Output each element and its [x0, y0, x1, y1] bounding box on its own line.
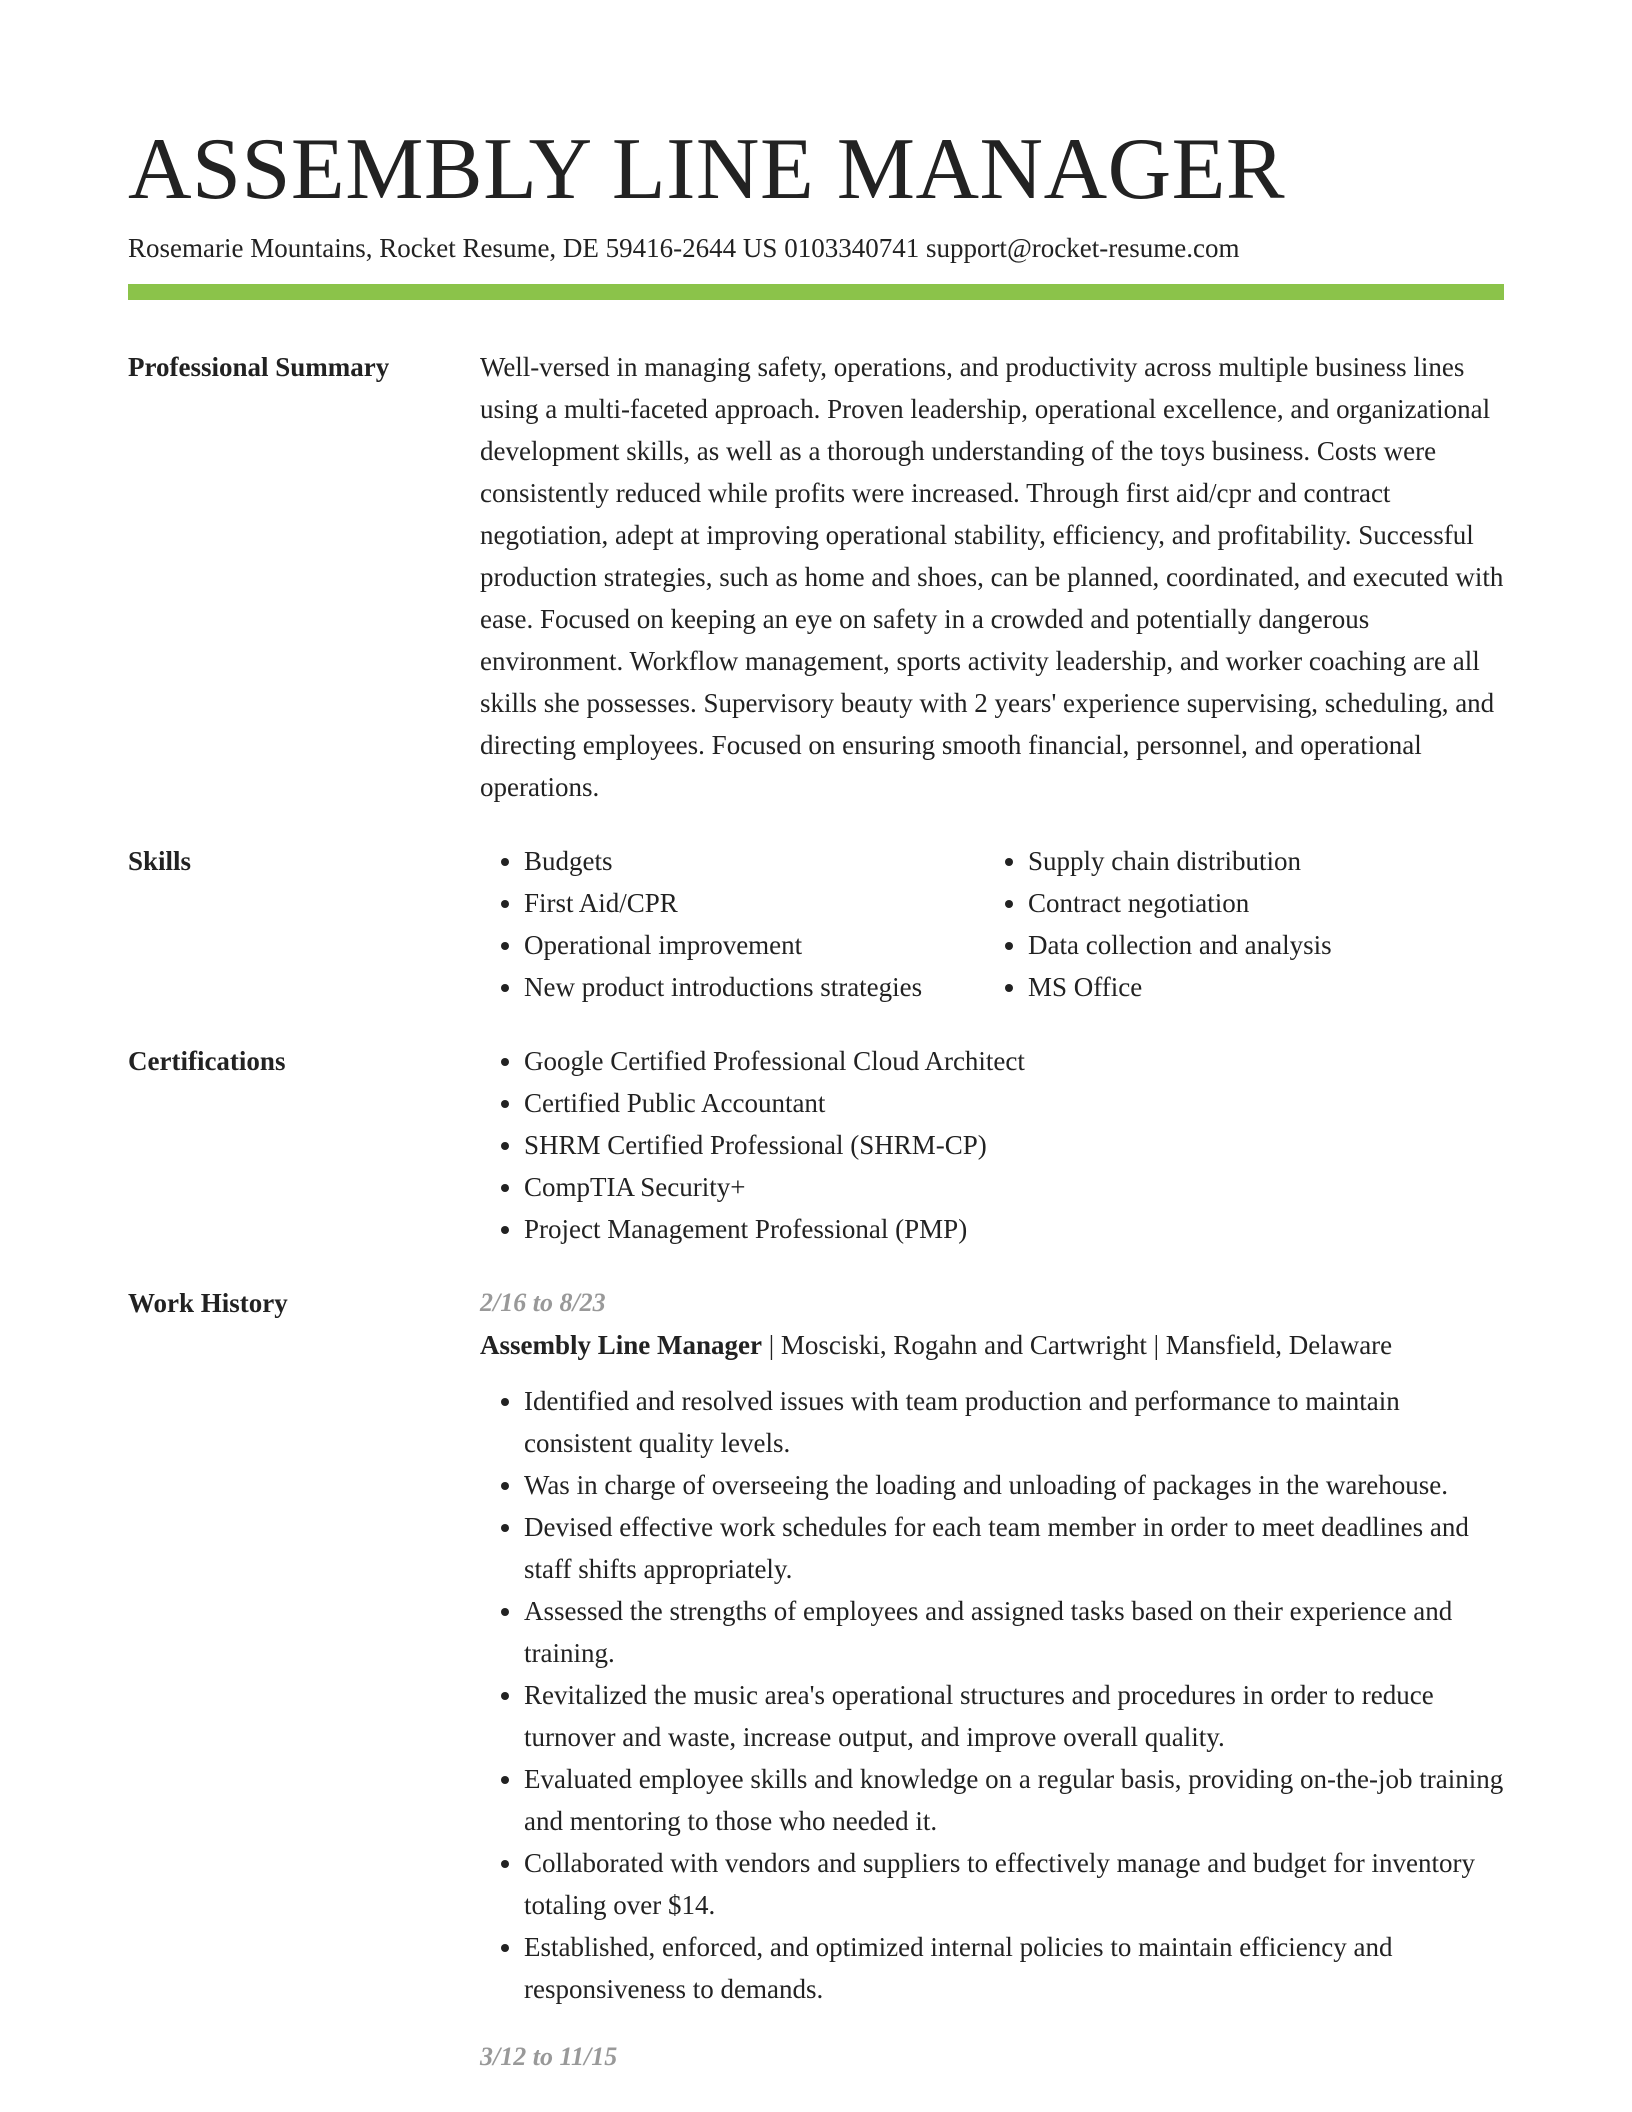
skills-list-left: [480, 840, 984, 1008]
job-bullet: • Established, enforced, and optimized internal policies to maintain efficiency and responsiveness to demands.: [524, 1926, 1504, 2010]
job-employer-location: | Mosciski, Rogahn and Cartwright | Mansfield, Delaware: [761, 1330, 1393, 1360]
job-bullet: • Identified and resolved issues with team production and performance to maintain consistent quality levels.: [524, 1380, 1504, 1464]
skill-item: • Data collection and analysis: [1028, 924, 1332, 966]
job-heading: [480, 1324, 1504, 1366]
section-heading-skills: Skills: [128, 846, 192, 876]
section-heading-summary: Professional Summary: [128, 352, 390, 382]
skill-item: • Supply chain distribution: [1028, 840, 1332, 882]
summary-text: Well-versed in managing safety, operations, and productivity across multiple business lines using a multi-faceted approach. Proven leadership, operational excellence, and organizational development skills, as well as a thorough understanding of the toys business. Costs were consistently reduced while profits were increased. Through first aid/cpr and contract negotiation, adept at improving operational stability, efficiency, and profitability. Successful production strategies, such as home and shoes, can be planned, coordinated, and executed with ease. Focused on keeping an eye on safety in a crowded and potentially dangerous environment. Workflow management, sports activity leadership, and worker coaching are all skills she possesses. Supervisory beauty with 2 years' experience supervising, scheduling, and directing employees. Focused on ensuring smooth financial, personnel, and operational operations.: [480, 352, 1504, 802]
section-heading-certifications: Certifications: [128, 1046, 286, 1076]
skill-item: • Contract negotiation: [1028, 882, 1332, 924]
resume-header: [128, 118, 1504, 300]
skill-item: • Budgets: [524, 840, 984, 882]
candidate-title: ASSEMBLY LINE MANAGER: [128, 121, 1286, 218]
job-bullet: • Devised effective work schedules for each team member in order to meet deadlines and staff shifts appropriately.: [524, 1506, 1504, 1590]
certification-item: • Certified Public Accountant: [524, 1082, 1504, 1124]
job-bullet: • Was in charge of overseeing the loading and unloading of packages in the warehouse.: [524, 1464, 1504, 1506]
certification-item: • SHRM Certified Professional (SHRM-CP): [524, 1124, 1504, 1166]
contact-phone: 0103340741: [784, 233, 920, 263]
contact-address: Rosemarie Mountains, Rocket Resume, DE 59416-2644 US: [128, 233, 778, 263]
skill-item: • First Aid/CPR: [524, 882, 984, 924]
job-bullet: • Revitalized the music area's operational structures and procedures in order to reduce turnover and waste, increase output, and improve overall quality.: [524, 1674, 1504, 1758]
certification-item: • Project Management Professional (PMP): [524, 1208, 1504, 1250]
job-dates: 2/16 to 8/23: [480, 1288, 606, 1317]
job-title: Assembly Line Manager: [480, 1330, 762, 1360]
job-bullet: • Evaluated employee skills and knowledge on a regular basis, providing on-the-job training and mentoring to those who needed it.: [524, 1758, 1504, 1842]
certification-item: • Google Certified Professional Cloud Architect: [524, 1040, 1504, 1082]
skill-item: • MS Office: [1028, 966, 1332, 1008]
accent-divider: [128, 284, 1504, 300]
skill-item: • Operational improvement: [524, 924, 984, 966]
contact-email[interactable]: support@rocket-resume.com: [925, 233, 1240, 263]
certifications-list: [480, 1040, 1504, 1250]
job-bullet: • Collaborated with vendors and suppliers to effectively manage and budget for inventory totaling over $14.: [524, 1842, 1504, 1926]
section-heading-work-history: Work History: [128, 1288, 288, 1318]
job-bullet: • Assessed the strengths of employees and assigned tasks based on their experience and training.: [524, 1590, 1504, 1674]
skills-list-right: [984, 840, 1332, 1008]
certification-item: • CompTIA Security+: [524, 1166, 1504, 1208]
skill-item: • New product introductions strategies: [524, 966, 984, 1008]
job-bullets: [480, 1380, 1504, 2010]
job-dates: 3/12 to 11/15: [480, 2042, 618, 2071]
contact-line: [128, 230, 1504, 266]
